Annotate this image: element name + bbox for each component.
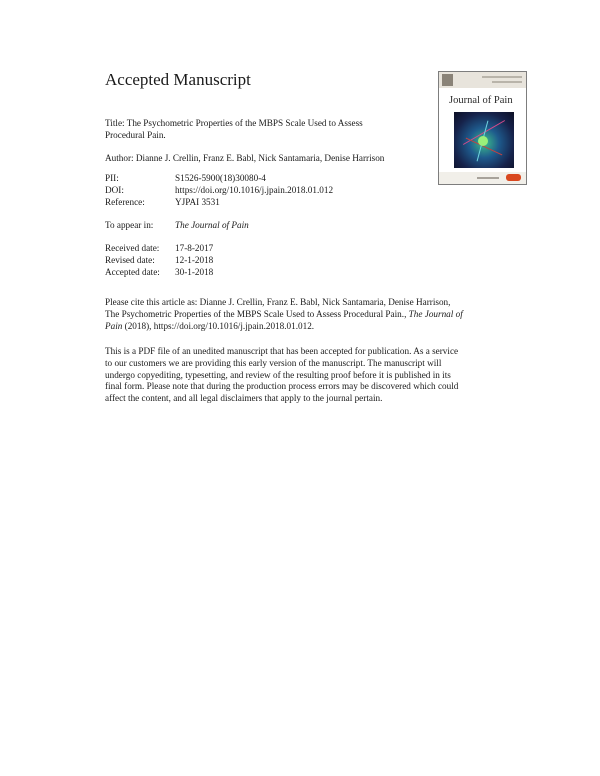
date-label: Revised date: [105,254,155,265]
date-row-accepted [105,267,213,279]
citation-paragraph [105,297,500,332]
metadata-row-pii [105,173,333,185]
date-label: Received date: [105,243,160,253]
cover-header-text [482,76,522,78]
society-badge-icon [506,174,521,181]
citation-line: Please cite this article as: Dianne J. Crellin, Franz E. Babl, Nick Santamaria, Denise Harrison, [105,297,451,307]
citation-journal: Pain [105,320,123,331]
date-row-revised [105,255,213,267]
date-value: 30-1-2018 [175,266,214,277]
notice-line: to our customers we are providing this early version of the manuscript. The manuscript will [105,357,442,368]
publisher-logo-icon [442,74,453,86]
cover-footer-text [477,177,499,179]
appear-row [105,220,249,232]
citation-text: (2018), https://doi.org/10.1016/j.jpain.2018.01.012. [122,320,315,331]
citation-line [105,309,500,321]
metadata-label: DOI: [105,184,124,195]
metadata-value: YJPAI 3531 [175,196,220,207]
dates-table [105,243,213,278]
date-value: 17-8-2017 [175,243,214,253]
date-row-received [105,243,213,255]
notice-line: final form. Please note that during the production process errors may be discovered which could [105,381,459,392]
metadata-row-reference [105,197,333,209]
citation-line [105,321,500,333]
artwork-glow [478,136,488,146]
title-line: Procedural Pain. [105,129,166,140]
notice-paragraph [105,346,500,405]
appear-label: To appear in: [105,220,154,230]
journal-cover-image [438,71,527,185]
metadata-label: PII: [105,173,119,183]
citation-text: The Psychometric Properties of the MBPS Scale Used to Assess Procedural Pain., [105,308,409,319]
cover-artwork [454,112,514,168]
date-label: Accepted date: [105,266,160,277]
date-value: 12-1-2018 [175,254,214,265]
citation-journal: The Journal of [408,308,463,319]
article-title [105,118,415,142]
metadata-value: S1526-5900(18)30080-4 [175,173,266,183]
metadata-row-doi [105,185,333,197]
journal-name: The Journal of Pain [175,220,249,230]
notice-line: affect the content, and all legal disclaimers that apply to the journal pertain. [105,393,383,404]
author-line: Author: Dianne J. Crellin, Franz E. Babl, Nick Santamaria, Denise Harrison [105,153,385,163]
metadata-table [105,173,333,208]
cover-header-text [492,81,522,83]
appear-in [105,220,249,232]
title-line: Title: The Psychometric Properties of the MBPS Scale Used to Assess [105,118,363,128]
notice-line: This is a PDF file of an unedited manuscript that has been accepted for publication. As a service [105,346,459,356]
metadata-label: Reference: [105,196,145,207]
metadata-value[interactable]: https://doi.org/10.1016/j.jpain.2018.01.012 [175,184,334,195]
page-heading: Accepted Manuscript [105,70,251,89]
notice-line: undergo copyediting, typesetting, and review of the resulting proof before it is published in its [105,369,451,380]
cover-title: Journal of Pain [449,95,513,106]
